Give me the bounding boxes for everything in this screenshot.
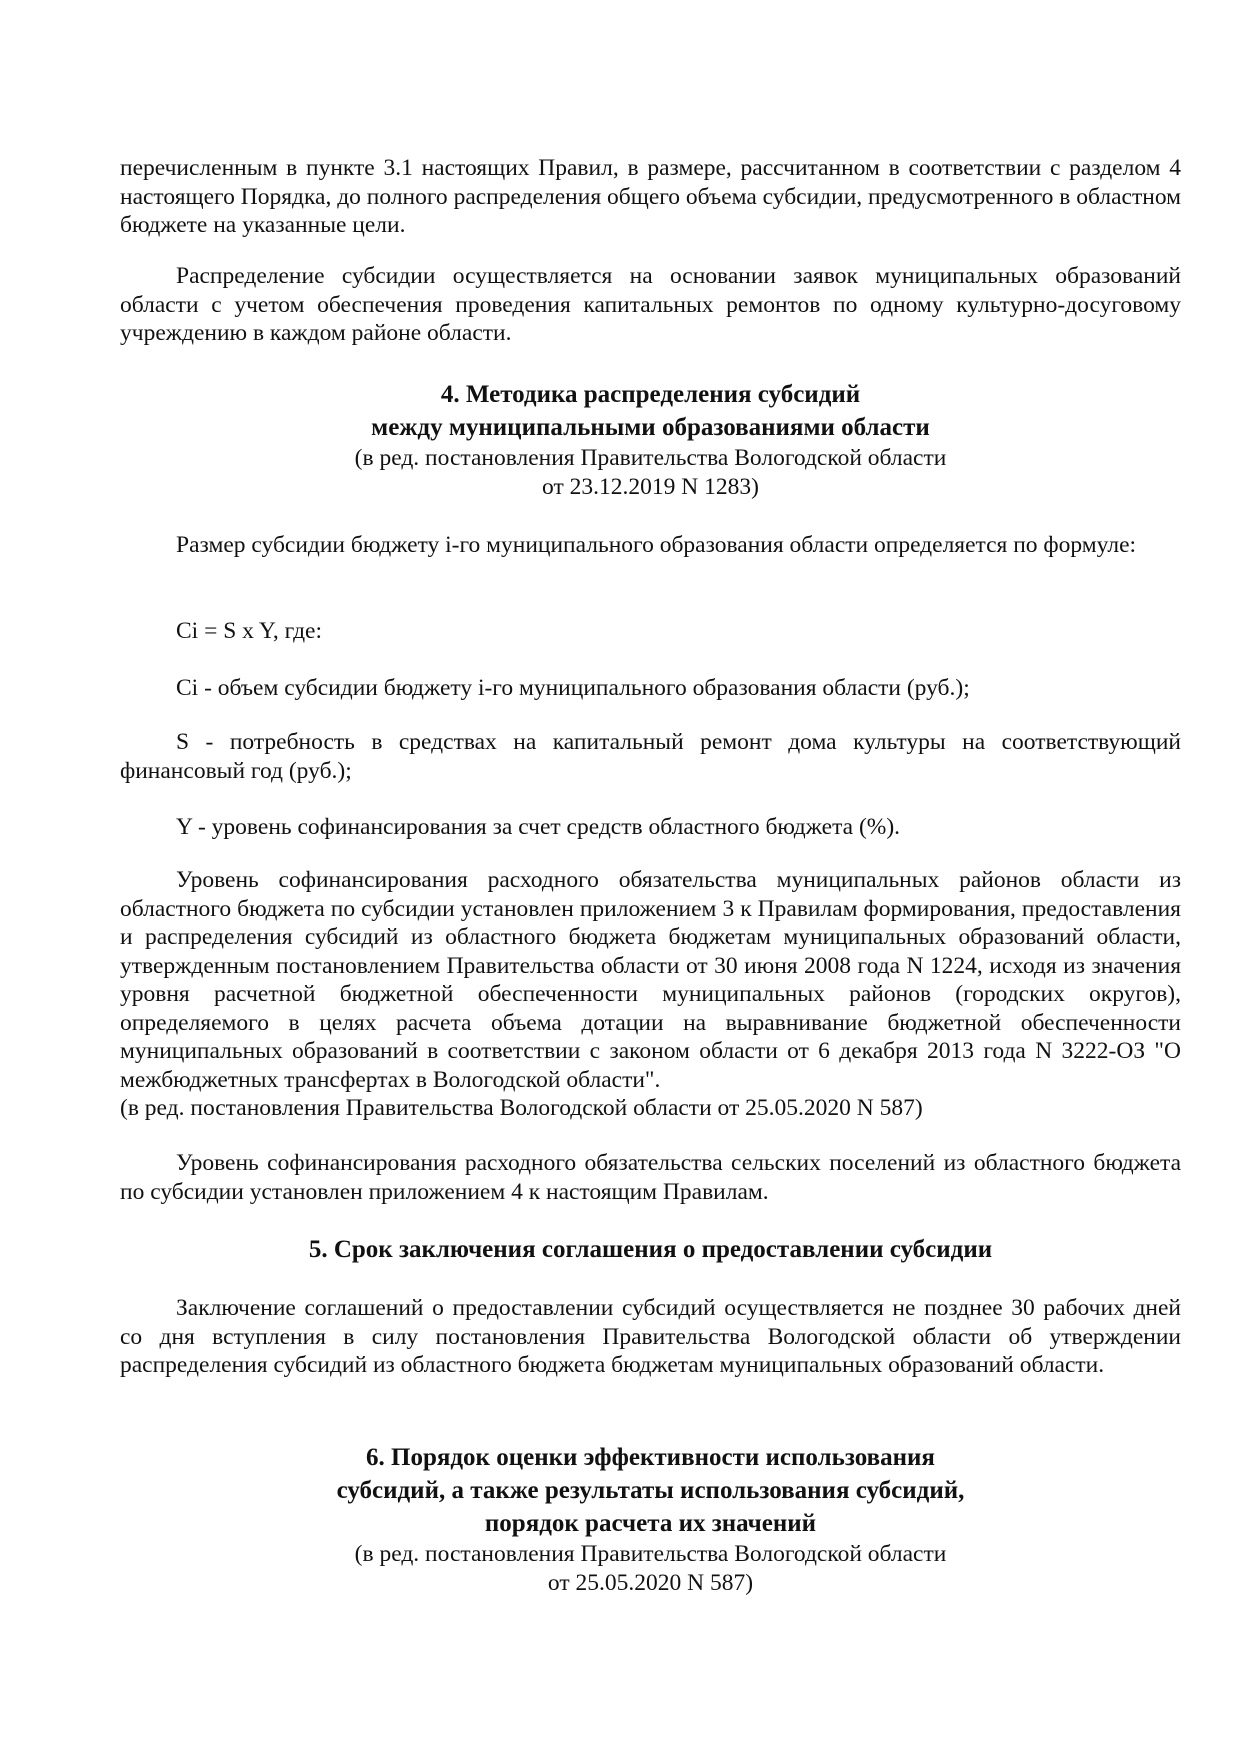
definition-text: Y - уровень софинансирования за счет средств областного бюджета (%). <box>176 814 901 840</box>
paragraph-text: Размер субсидии бюджету i-го муниципального образования области определяется по формуле: <box>176 532 1137 558</box>
paragraph-text: Уровень софинансирования расходного обязательства сельских поселений из областного бюджета по субсидии установлен приложением 4 к настоящим Правилам. <box>120 1150 1181 1205</box>
paragraph-text: Заключение соглашений о предоставлении субсидий осуществляется не позднее 30 рабочих дней со дня вступления в силу постановления Правительства Вологодской области об утверждении распределения субсидий из областного бюджета бюджетам муниципальных образований области. <box>120 1295 1181 1378</box>
section-5-heading <box>120 1233 1181 1266</box>
paragraph-text: перечисленным в пункте 3.1 настоящих Правил, в размере, рассчитанном в соответствии с разделом 4 настоящего Порядка, до полного распределения общего объема субсидии, предусмотренного в областном бюджете на указанные цели. <box>120 155 1181 238</box>
paragraph-agreement <box>120 1294 1181 1380</box>
paragraph-distribution <box>120 262 1181 348</box>
section-4-heading <box>120 378 1181 501</box>
formula-text: Ci = S x Y, где: <box>176 618 322 644</box>
amendment-note: от 23.12.2019 N 1283) <box>542 473 759 500</box>
amendment-note: от 25.05.2020 N 587) <box>547 1569 754 1596</box>
section-title: между муниципальными образованиями области <box>371 414 930 441</box>
amendment-note: (в ред. постановления Правительства Вологодской области <box>354 1541 947 1567</box>
paragraph-text: Распределение субсидии осуществляется на основании заявок муниципальных образований области с учетом обеспечения проведения капитальных ремонтов по одному культурно-досуговому учреждению в каждом районе области. <box>120 263 1181 346</box>
section-title: 4. Методика распределения субсидий <box>440 381 861 408</box>
paragraph-continuation <box>120 154 1181 240</box>
section-title: порядок расчета их значений <box>484 1510 817 1537</box>
paragraph-cofinancing-districts <box>120 866 1181 1123</box>
paragraph-cofinancing-settlements <box>120 1149 1181 1206</box>
section-6-heading <box>120 1441 1181 1597</box>
formula <box>120 617 1181 646</box>
paragraph-text: Уровень софинансирования расходного обязательства муниципальных районов области из областного бюджета по субсидии установлен приложением 3 к Правилам формирования, предоставления и распределения субсидий из областного бюджета бюджетам муниципальных образований области, утвержденным постановлением Правительства области от 30 июня 2008 года N 1224, исходя из значения уровня расчетной бюджетной обеспеченности муниципальных районов (городских округов), определяемого в целях расчета объема дотации на выравнивание бюджетной обеспеченности муниципальных образований в соответствии с законом области от 6 декабря 2013 года N 3222-ОЗ "О межбюджетных трансфертах в Вологодской области". <box>120 867 1181 1093</box>
definition-y <box>120 813 1181 842</box>
amendment-note: (в ред. постановления Правительства Вологодской области <box>354 445 947 471</box>
definition-text: S - потребность в средствах на капитальный ремонт дома культуры на соответствующий финансовый год (руб.); <box>120 729 1181 784</box>
definition-ci <box>120 674 1181 703</box>
section-title: 6. Порядок оценки эффективности использования <box>366 1444 935 1471</box>
definition-text: Ci - объем субсидии бюджету i-го муниципального образования области (руб.); <box>176 675 970 701</box>
definition-s <box>120 728 1181 785</box>
section-title: 5. Срок заключения соглашения о предоставлении субсидии <box>308 1236 993 1263</box>
paragraph-size <box>120 531 1181 560</box>
section-title: субсидий, а также результаты использования субсидий, <box>336 1477 965 1504</box>
amendment-note: (в ред. постановления Правительства Вологодской области от 25.05.2020 N 587) <box>120 1095 923 1121</box>
